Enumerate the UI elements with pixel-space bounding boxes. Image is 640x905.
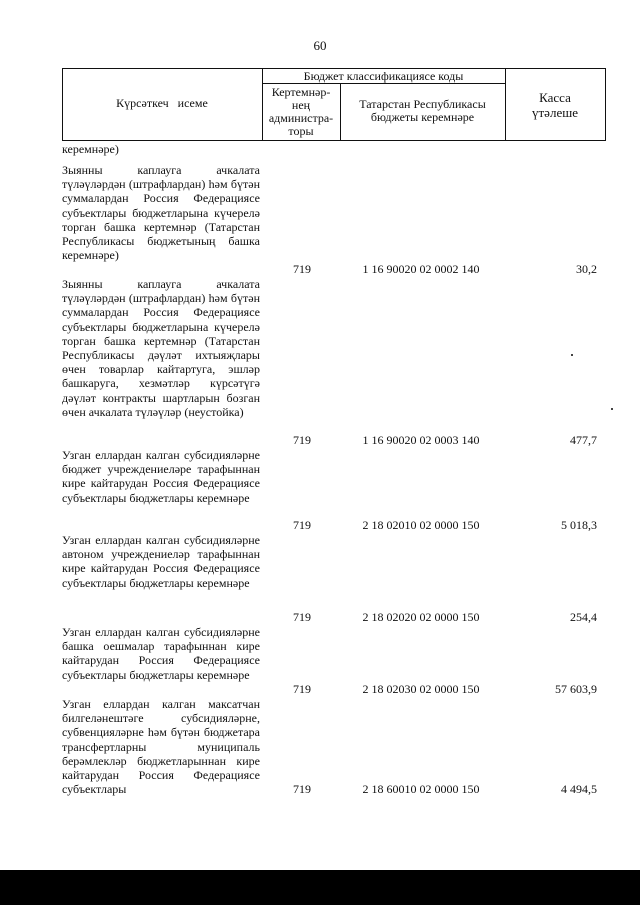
header-revenue-administrators: Кертемнәр- нең администра- торы: [268, 85, 334, 138]
row-admin-code: 719: [293, 518, 311, 532]
row-description: Зыянны каплауга ачкалата түләүләрдән (штрафлардан) һәм бүтән суммалардан Россия Федерациясе субъектлары бюджетларына күчерелә торган башка кертемнәр (Татарстан Республикасы дәүләт ихтыяҗлары өчен товарлар кайтартуга, эшләр башкаруга, хезмәтләр күрсәтүгә дәүләт контракты шартларын бозган өчен ачкалата түләүләр (неустойка): [62, 277, 260, 419]
row-budget-code: 2 18 60010 02 0000 150: [362, 782, 480, 796]
header-tatarstan-budget-revenues: Татарстан Республикасы бюджеты керемнәре: [359, 97, 486, 124]
row-description: Узган еллардан калган субсидияләрне башка оешмалар тарафыннан кире кайтарудан Россия Федерациясе субъектлары бюджетлары керемнәре: [62, 625, 260, 682]
row-amount: 30,2: [576, 262, 597, 276]
row-admin-code: 719: [293, 782, 311, 796]
row-description: Зыянны каплауга ачкалата түләүләрдән (штрафлардан) һәм бүтән суммалардан Россия Федерациясе субъектлары бюджетларына күчерелә торган башка кертемнәр (Татарстан Республикасы бюджетының башка керемнәре): [62, 163, 260, 263]
row-budget-code: 2 18 02010 02 0000 150: [362, 518, 480, 532]
row-budget-code: 1 16 90020 02 0002 140: [362, 262, 480, 276]
row-admin-code: 719: [293, 433, 311, 447]
header-right-border: [605, 68, 606, 141]
header-bottom-border: [62, 140, 605, 141]
row-amount: 4 494,5: [561, 782, 597, 796]
row-budget-code: 2 18 02030 02 0000 150: [362, 682, 480, 696]
row-amount: 57 603,9: [555, 682, 597, 696]
scan-speck: [571, 354, 573, 356]
header-sub-border: [262, 83, 505, 84]
header-indicator-name: Күрсәткеч исеме: [116, 96, 208, 110]
row-description: Узган еллардан калган субсидияләрне автоном учреждениеләр тарафыннан кире кайтарудан Россия Федерациясе субъектлары бюджетлары керемнәре: [62, 533, 260, 590]
header-budget-classification: Бюджет классификациясе коды: [303, 69, 464, 83]
scan-bottom-edge: [0, 870, 640, 905]
row-budget-code: 2 18 02020 02 0000 150: [362, 610, 480, 624]
row-budget-code: 1 16 90020 02 0003 140: [362, 433, 480, 447]
row-description: Узган еллардан калган субсидияләрне бюджет учреждениеләре тарафыннан кире кайтарудан Россия Федерациясе субъектлары бюджетлары керемнәре: [62, 448, 260, 505]
row-admin-code: 719: [293, 262, 311, 276]
page-number: 60: [313, 38, 327, 53]
scan-speck: [611, 408, 613, 410]
row-description: Узган еллардан калган максатчан билгеләнештәге субсидияләрне, субвенцияләрне һәм бүтән бюджетара трансфертларны муниципаль берәмлекләр бюджетларыннан кире кайтарудан Россия Федерациясе субъектлары: [62, 697, 260, 797]
row-amount: 5 018,3: [561, 518, 597, 532]
row-amount: 477,7: [570, 433, 597, 447]
row-admin-code: 719: [293, 682, 311, 696]
row-amount: 254,4: [570, 610, 597, 624]
row-admin-code: 719: [293, 610, 311, 624]
header-cash-execution: Касса үтәлеше: [532, 90, 578, 120]
continuation-text: керемнәре): [62, 142, 119, 156]
